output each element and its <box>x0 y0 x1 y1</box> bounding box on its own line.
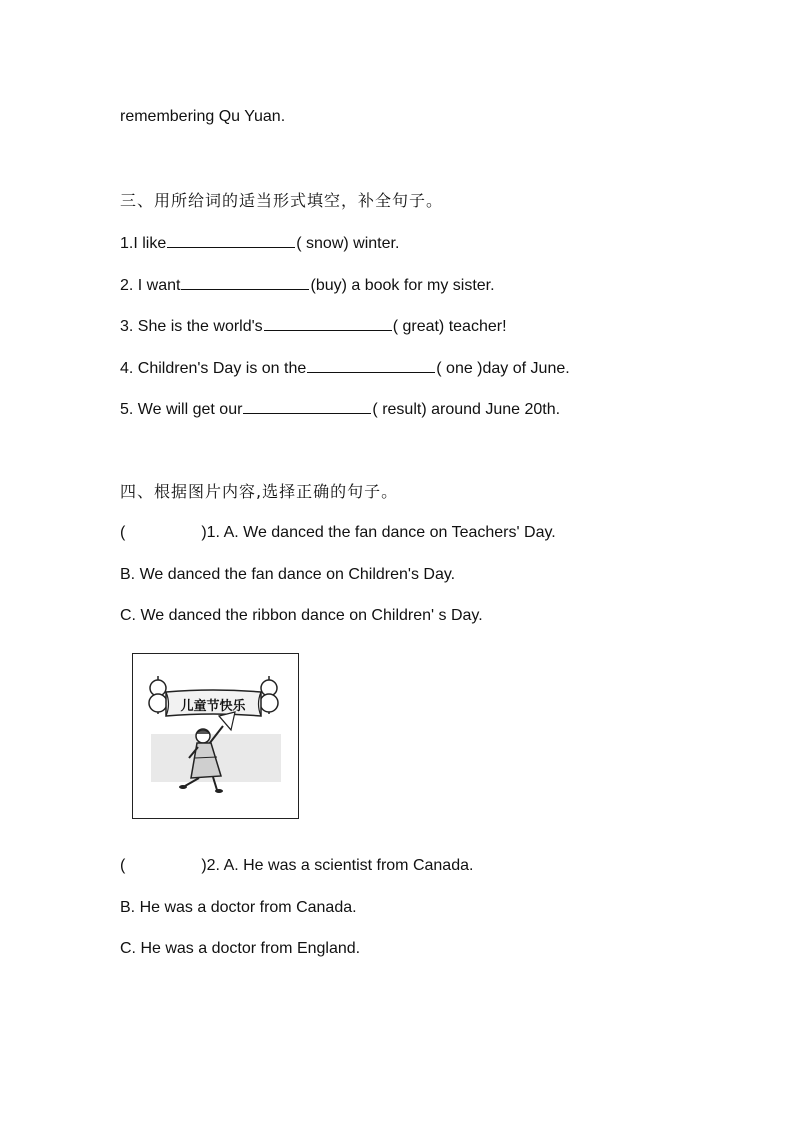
question-1-option-a <box>120 523 556 543</box>
fill-item-5-after: ( result) around June 20th. <box>372 401 561 418</box>
question-2-option-a <box>120 856 473 876</box>
fill-item-2 <box>120 274 495 296</box>
fill-item-3 <box>120 315 507 337</box>
answer-blank-1[interactable] <box>167 232 295 248</box>
fill-item-4 <box>120 357 570 379</box>
question-1-option-b: B. We danced the fan dance on Children's Day. <box>120 566 456 583</box>
fill-item-1-after: ( snow) winter. <box>296 235 400 252</box>
fill-item-3-before: 3. She is the world's <box>120 318 263 335</box>
section-4-heading: 四、根据图片内容,选择正确的句子。 <box>120 482 399 501</box>
answer-blank-3[interactable] <box>264 315 392 331</box>
continuation-text: remembering Qu Yuan. <box>120 108 286 125</box>
question-2-option-a-text: )2. A. He was a scientist from Canada. <box>201 857 474 874</box>
fill-item-1 <box>120 232 399 254</box>
banner-text: 儿童节快乐 <box>180 699 246 714</box>
question-2-option-b: B. He was a doctor from Canada. <box>120 899 357 916</box>
fill-item-3-after: ( great) teacher! <box>392 318 507 335</box>
question-1-option-a-text: )1. A. We danced the fan dance on Teachers' Day. <box>201 524 556 541</box>
section-3-heading: 三、用所给词的适当形式填空，补全句子。 <box>120 191 444 210</box>
fill-item-5 <box>120 398 560 420</box>
question-1-open-paren: ( <box>120 524 126 541</box>
fill-item-2-before: 2. I want <box>120 277 181 294</box>
question-1-option-c: C. We danced the ribbon dance on Children' s Day. <box>120 607 483 624</box>
fill-item-1-before: 1.I like <box>120 235 167 252</box>
question-2-option-c: C. He was a doctor from England. <box>120 940 361 957</box>
fill-item-5-before: 5. We will get our <box>120 401 243 418</box>
answer-blank-5[interactable] <box>243 398 371 414</box>
answer-blank-2[interactable] <box>181 274 309 290</box>
question-2-open-paren: ( <box>120 857 126 874</box>
fill-item-4-after: ( one )day of June. <box>436 360 570 377</box>
fill-item-4-before: 4. Children's Day is on the <box>120 360 307 377</box>
childrens-day-illustration <box>132 653 299 819</box>
fill-item-2-after: (buy) a book for my sister. <box>310 277 495 294</box>
answer-blank-4[interactable] <box>307 357 435 373</box>
